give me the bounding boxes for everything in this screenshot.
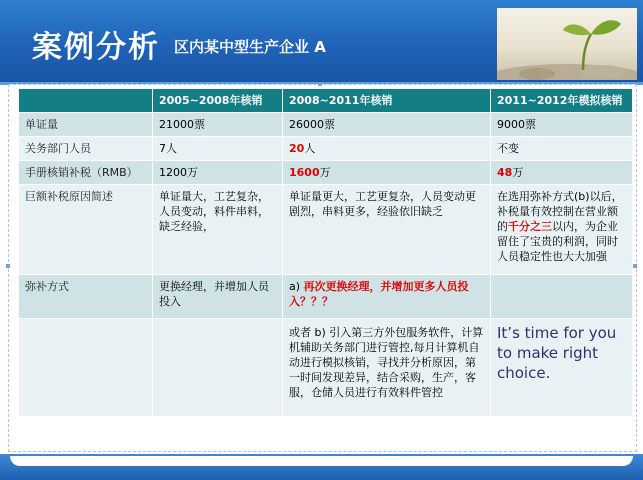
table-cell: 或者 b) 引入第三方外包服务软件，计算机辅助关务部门进行管控,每月计算机自动进行模拟核销，寻找并分析原因，第一时间发现差异，结合采购，生产，客服，仓储人员进行有效料件管控 bbox=[283, 319, 491, 417]
table-cell bbox=[19, 319, 153, 417]
row-label: 关务部门人员 bbox=[19, 137, 153, 161]
unit-text: 万 bbox=[319, 166, 331, 179]
table-cell: It’s time for you to make right choice. bbox=[491, 319, 633, 417]
table-row bbox=[19, 319, 633, 417]
table-cell: 单证量更大，工艺更复杂，人员变动更剧烈，串料更多，经验依旧缺乏 bbox=[283, 185, 491, 275]
cell-text: 以内，为企业留住了宝贵的利润，同时人员稳定性也大大加强 bbox=[497, 220, 618, 263]
table-cell: 更换经理，并增加人员投入 bbox=[153, 275, 283, 319]
table-cell: 7人 bbox=[153, 137, 283, 161]
table-cell bbox=[283, 161, 491, 185]
table-cell: 1200万 bbox=[153, 161, 283, 185]
resize-handle-top[interactable] bbox=[318, 82, 322, 86]
unit-text: 万 bbox=[512, 166, 524, 179]
table-header-cell bbox=[19, 89, 153, 113]
table-cell bbox=[283, 275, 491, 319]
row-label: 单证量 bbox=[19, 113, 153, 137]
table-cell: 9000票 bbox=[491, 113, 633, 137]
table-cell: 不变 bbox=[491, 137, 633, 161]
table-header-row bbox=[19, 89, 633, 113]
table-row bbox=[19, 275, 633, 319]
footer-divider bbox=[10, 456, 633, 466]
slide-header bbox=[0, 0, 643, 85]
seedling-photo bbox=[497, 8, 637, 80]
comparison-table bbox=[18, 88, 633, 417]
page-subtitle: 区内某中型生产企业 A bbox=[174, 38, 326, 56]
highlight-value: 千分之三 bbox=[508, 220, 552, 233]
table-row bbox=[19, 137, 633, 161]
table-row bbox=[19, 113, 633, 137]
table-cell bbox=[491, 185, 633, 275]
option-prefix: a) bbox=[289, 280, 304, 293]
table-cell bbox=[283, 137, 491, 161]
table-cell bbox=[491, 275, 633, 319]
highlight-value: 20 bbox=[289, 142, 305, 155]
table-cell: 单证量大，工艺复杂，人员变动，料件串料，缺乏经验， bbox=[153, 185, 283, 275]
highlight-value: 1600 bbox=[289, 166, 320, 179]
table-header-cell: 2005~2008年核销 bbox=[153, 89, 283, 113]
highlight-value: 48 bbox=[497, 166, 513, 179]
highlight-value: 再次更换经理，并增加更多人员投入？？？ bbox=[289, 280, 469, 308]
resize-handle-left[interactable] bbox=[6, 264, 10, 268]
unit-text: 人 bbox=[304, 142, 316, 155]
table-cell bbox=[491, 161, 633, 185]
seedling-icon bbox=[497, 8, 637, 80]
table-header-cell: 2011~2012年模拟核销 bbox=[491, 89, 633, 113]
row-label: 弥补方式 bbox=[19, 275, 153, 319]
table-cell: 21000票 bbox=[153, 113, 283, 137]
table-header-cell: 2008~2011年核销 bbox=[283, 89, 491, 113]
cell-text: 在选用弥补方式(b)以后，补税量有效控制在营业额的 bbox=[497, 190, 623, 233]
table-row bbox=[19, 185, 633, 275]
table-cell: 26000票 bbox=[283, 113, 491, 137]
row-label: 手册核销补税（RMB） bbox=[19, 161, 153, 185]
resize-handle-right[interactable] bbox=[633, 264, 637, 268]
table-row bbox=[19, 161, 633, 185]
page-title: 案例分析 bbox=[32, 30, 160, 65]
row-label: 巨额补税原因简述 bbox=[19, 185, 153, 275]
table-cell bbox=[153, 319, 283, 417]
